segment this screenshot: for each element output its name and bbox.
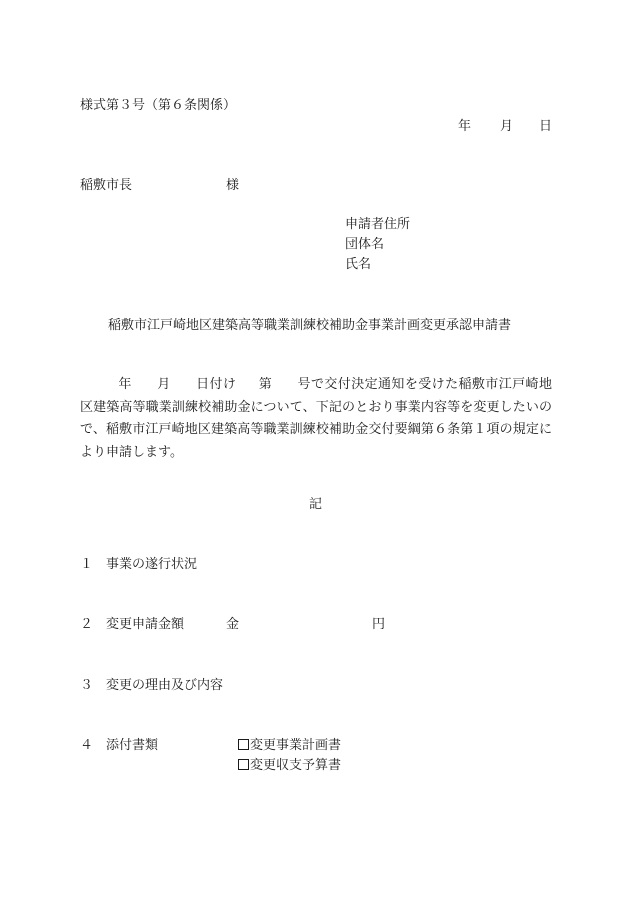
checkbox-icon[interactable] [238,759,249,770]
date-month: 月 [500,119,514,134]
item-3-number: ３ [80,678,94,693]
amount-suffix: 円 [372,617,386,632]
body-month: 月 [156,377,171,392]
body-year: 年 [118,377,132,392]
addressee-name: 稲敷市長 [80,178,133,193]
body-dai: 第 [258,377,273,392]
item-4-number: ４ [80,738,94,753]
form-number: 様式第３号（第６条関係） [80,98,237,113]
body-dated: 日付け [195,377,237,392]
attachment-option-budget[interactable] [238,759,341,772]
item-2-number: ２ [80,617,94,632]
applicant-name-label: 氏名 [345,257,372,272]
item-1-number: １ [80,557,94,572]
date-year: 年 [458,119,472,134]
applicant-address-label: 申請者住所 [345,217,411,232]
item-1-label: 事業の遂行状況 [106,557,198,572]
date-day: 日 [539,119,553,134]
attachment-plan-label: 変更事業計画書 [250,738,342,753]
attachment-budget-label: 変更収支予算書 [250,758,342,773]
addressee-honorific: 様 [226,178,240,193]
item-2-label: 変更申請金額 [106,617,185,632]
applicant-org-label: 団体名 [345,237,385,252]
body-paragraph [80,374,552,464]
item-3-label: 変更の理由及び内容 [106,678,224,693]
body-text: 号で交付決定通知を受けた稲敷市江戸崎地区建築高等職業訓練校補助金について、下記のとおり事業内容等を変更したいので、稲敷市江戸崎地区建築高等職業訓練校補助金交付要綱第６条第１項の規定により申請します。 [80,377,552,460]
attachment-option-plan[interactable] [238,739,341,752]
amount-prefix: 金 [226,617,240,632]
ki-heading: 記 [309,497,323,512]
document-title: 稲敷市江戸崎地区建築高等職業訓練校補助金事業計画変更承認申請書 [108,318,512,333]
checkbox-icon[interactable] [238,739,249,750]
item-4-label: 添付書類 [106,738,159,753]
